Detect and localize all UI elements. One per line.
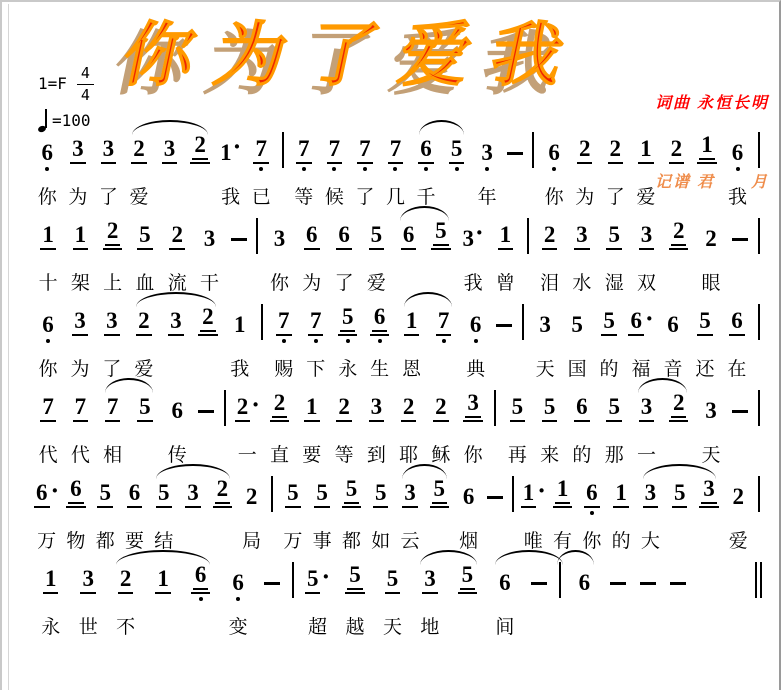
lyric: 代 [70, 445, 90, 466]
slur-arc [116, 550, 210, 565]
note-cell: 5 [425, 220, 457, 290]
lyric: 要 [302, 445, 322, 466]
note-cell: 2 [185, 134, 216, 204]
lyric: 流 [167, 273, 187, 294]
note-cell: 2 上 [103, 218, 123, 294]
lyric: 为 [70, 359, 90, 380]
note-cell: 1 · 唯 [522, 476, 546, 552]
lyric: 在 [727, 359, 747, 380]
note-cell: 5 [441, 134, 472, 204]
note-cell: 7 [428, 306, 460, 376]
credit-composer: 词曲 永恒长明 [654, 94, 769, 112]
lyric: 等 [334, 445, 354, 466]
note-cell: 2 等 [334, 394, 354, 466]
note-cell: 2 了 [605, 136, 625, 208]
lyric: 上 [103, 273, 123, 294]
note-cell: 2 爱 [728, 484, 748, 552]
lyric: 耶 [399, 445, 419, 466]
lyric: 为 [68, 187, 88, 208]
barline [266, 478, 278, 508]
note-cell: 3 · 我 [462, 218, 484, 294]
note-cell: 5 [425, 478, 454, 548]
note-cell: 3 为 [70, 308, 90, 380]
staff-line [32, 206, 765, 292]
note-cell: 3 天 [701, 398, 721, 466]
note-cell: 5 [449, 564, 486, 634]
lyric: 你 [37, 187, 57, 208]
lyric: 了 [98, 187, 118, 208]
note-cell: 6 间 [495, 570, 515, 638]
lyric: 国 [567, 359, 587, 380]
note-cell: 5 再 [507, 394, 527, 466]
lyric: 超 [308, 617, 328, 638]
lyric: 要 [124, 531, 144, 552]
lyric: 变 [228, 617, 248, 638]
note-cell: 2 不 [116, 566, 136, 638]
lyric: 天 [535, 359, 555, 380]
note-cell: 3 [154, 134, 185, 204]
barline [507, 478, 519, 508]
staff-line [32, 550, 765, 636]
time-signature-top: 4 [77, 64, 94, 85]
lyric: 架 [70, 273, 90, 294]
lyric: 了 [605, 187, 625, 208]
note-cell: 2 为 [575, 136, 595, 208]
note-cell: 2 稣 [431, 394, 451, 466]
note-cell: 7 代 [38, 394, 58, 466]
lyric: 到 [366, 445, 386, 466]
lyric: 爱 [134, 359, 154, 380]
note-cell: 7 相 [103, 394, 123, 466]
hold-dash [633, 564, 663, 634]
note-cell: 3 到 [366, 394, 386, 466]
lyric: 地 [420, 617, 440, 638]
barline [527, 134, 539, 164]
note-cell: 1 架 [70, 222, 90, 294]
note-cell: 6 在 [727, 308, 747, 380]
note-cell: 3 大 [640, 480, 660, 552]
song-title: 你为了爱我 [115, 18, 593, 95]
note-cell: 1 [692, 134, 723, 204]
lyric: 爱 [366, 273, 386, 294]
note-cell: 3 干 [199, 226, 219, 294]
hold-dash [727, 392, 753, 462]
lyric: 来 [540, 445, 560, 466]
lyric: 双 [636, 273, 656, 294]
slur-arc [156, 464, 230, 479]
lyric: 直 [270, 445, 290, 466]
barline [251, 220, 263, 250]
lyric: 的 [611, 531, 631, 552]
lyric: 你 [463, 445, 483, 466]
note-cell: 5 永 [338, 304, 358, 380]
score-lines [32, 120, 765, 636]
barline [753, 478, 765, 508]
lyric: 的 [572, 445, 592, 466]
lyric: 有 [553, 531, 573, 552]
lyric: 为 [575, 187, 595, 208]
barline [554, 564, 566, 594]
lyric: 干 [199, 273, 219, 294]
lyric: 爱 [129, 187, 149, 208]
note-cell: 2 [192, 306, 224, 376]
lyric: 年 [477, 187, 497, 208]
slur-arc [557, 550, 594, 565]
staff-line [32, 464, 765, 550]
note-cell: 5 的 [599, 308, 619, 380]
note-cell: 2 [663, 392, 695, 462]
lyric: 唯 [523, 531, 543, 552]
lyric: 音 [663, 359, 683, 380]
note-cell: 5 那 [604, 394, 624, 466]
hold-dash [502, 134, 526, 204]
lyric: 血 [135, 273, 155, 294]
lyric: 千 [416, 187, 436, 208]
slur-arc [495, 550, 563, 565]
note-cell: 1 的 [611, 480, 631, 552]
slur-arc [404, 292, 452, 307]
time-signature-bottom: 4 [80, 85, 90, 104]
hold-dash [603, 564, 633, 634]
note-cell: 3 [178, 478, 207, 548]
lyric: 几 [385, 187, 405, 208]
note-cell: 6 我 [728, 140, 748, 208]
lyric: 典 [466, 359, 486, 380]
lyric: 间 [495, 617, 515, 638]
hold-dash [483, 478, 506, 548]
lyric: 我 [230, 359, 250, 380]
note-cell: 1 爱 [636, 136, 656, 208]
note-cell: 2 · 一 [236, 390, 260, 466]
note-cell: 5 都 [341, 476, 361, 552]
note-cell: 6 的 [572, 394, 592, 466]
lyric: 十 [38, 273, 58, 294]
lyric: 天 [382, 617, 402, 638]
lyric: 的 [599, 359, 619, 380]
note-cell: 3 了 [102, 308, 122, 380]
note-cell: 3 你 [463, 390, 483, 466]
note-cell: 5 湿 [604, 222, 624, 294]
lyric: 都 [341, 531, 361, 552]
note-cell: 5 天 [382, 566, 402, 638]
note-cell: 7 候 [324, 136, 344, 208]
lyric: 不 [116, 617, 136, 638]
note-cell: 2 耶 [399, 394, 419, 466]
note-cell: 6 变 [228, 570, 248, 638]
note-cell: 2 局 [242, 484, 262, 552]
lyric: 相 [103, 445, 123, 466]
note-cell: 6 [182, 564, 219, 634]
lyric: 赐 [274, 359, 294, 380]
lyric: 传 [167, 445, 187, 466]
note-cell: 5 爱 [366, 222, 386, 294]
slur-arc [643, 464, 716, 479]
note-cell: 1 我 [230, 312, 250, 380]
note-cell: 2 [208, 478, 237, 548]
note-cell: 2 泪 [540, 222, 560, 294]
note-cell: 6 了 [334, 222, 354, 294]
lyric: 如 [371, 531, 391, 552]
barline [489, 392, 501, 422]
note-cell: 1 要 [302, 394, 322, 466]
note-cell: 3 云 [400, 480, 420, 552]
note-cell: 5 结 [154, 480, 174, 552]
note-cell: 3 [694, 478, 723, 548]
lyric: 你 [544, 187, 564, 208]
lyric: 万 [37, 531, 57, 552]
slur-arc [105, 378, 153, 393]
barline [753, 392, 765, 422]
note-cell: 7 已 [251, 136, 271, 208]
note-cell: 5 血 [135, 222, 155, 294]
note-cell: 3 地 [420, 566, 440, 638]
lyric: 湿 [604, 273, 624, 294]
note-cell: 5 · 超 [306, 562, 331, 638]
note-cell: 5 都 [95, 480, 115, 552]
note-cell: 1 有 [553, 476, 573, 552]
lyric: 永 [338, 359, 358, 380]
note-cell: 7 了 [355, 136, 375, 208]
slur-arc [400, 206, 449, 221]
lyric: 了 [102, 359, 122, 380]
note-cell: 6 传 [167, 398, 187, 466]
note-cell: 5 事 [312, 480, 332, 552]
time-signature [77, 64, 94, 105]
lyric: 越 [345, 617, 365, 638]
note-cell: 5 如 [371, 480, 391, 552]
note-cell: 6 · 福 [630, 304, 654, 380]
lyric: 局 [242, 531, 262, 552]
lyric: 一 [636, 445, 656, 466]
lyric: 了 [334, 273, 354, 294]
note-cell: 3 你 [270, 226, 290, 294]
credit-transcriber: 记谱 君 月 [654, 173, 769, 191]
lyric: 一 [237, 445, 257, 466]
note-cell: 3 一 [636, 394, 656, 466]
barline [287, 564, 299, 594]
note-cell: 2 直 [270, 390, 290, 466]
lyric: 下 [306, 359, 326, 380]
note-cell: 5 [665, 478, 694, 548]
note-cell: 3 了 [98, 136, 118, 208]
note-cell: 6 你 [38, 312, 58, 380]
lyric: 恩 [402, 359, 422, 380]
slur-arc [419, 120, 465, 135]
note-cell: 5 国 [567, 312, 587, 380]
lyric: 为 [302, 273, 322, 294]
final-barline [753, 564, 765, 594]
hold-dash [727, 220, 753, 290]
note-cell: 2 爱 [129, 136, 149, 208]
lyric: 候 [324, 187, 344, 208]
note-cell: 2 爱 [134, 308, 154, 380]
slur-arc [402, 464, 447, 479]
note-cell: 6 典 [466, 312, 486, 380]
barline [753, 306, 765, 336]
note-cell: 7 赐 [274, 308, 294, 380]
note-cell: 1 永 [41, 566, 61, 638]
note-cell: 6 为 [302, 222, 322, 294]
slur-arc [420, 550, 477, 565]
hold-dash [663, 564, 693, 634]
lyric: 水 [572, 273, 592, 294]
staff-line [32, 292, 765, 378]
hold-dash [492, 306, 518, 376]
note-cell: 7 代 [70, 394, 90, 466]
key-signature: 1=F [38, 74, 67, 94]
lyric: 泪 [540, 273, 560, 294]
lyric: 爱 [728, 531, 748, 552]
lyric: 事 [312, 531, 332, 552]
lyric: 代 [38, 445, 58, 466]
lyric: 福 [631, 359, 651, 380]
staff-line [32, 120, 765, 206]
lyric: 天 [701, 445, 721, 466]
note-cell: 1 十 [38, 222, 58, 294]
lyric: 我 [728, 187, 748, 208]
note-cell: 5 来 [540, 394, 560, 466]
note-cell: 3 双 [636, 222, 656, 294]
note-cell: 6 你 [544, 140, 564, 208]
lyric: 爱 [636, 187, 656, 208]
lyric: 了 [355, 187, 375, 208]
note-cell: 7 下 [306, 308, 326, 380]
hold-dash [524, 564, 554, 634]
lyric: 烟 [459, 531, 479, 552]
note-cell: 7 几 [385, 136, 405, 208]
barline [277, 134, 289, 164]
lyric: 你 [582, 531, 602, 552]
lyric: 你 [38, 359, 58, 380]
lyric: 我 [463, 273, 483, 294]
lyric: 都 [95, 531, 115, 552]
barline [753, 220, 765, 250]
note-cell: 1 恩 [402, 308, 422, 380]
lyric: 等 [294, 187, 314, 208]
lyric: 我 [221, 187, 241, 208]
note-cell: 6 生 [370, 304, 390, 380]
note-cell: 3 世 [78, 566, 98, 638]
hold-dash [226, 220, 252, 290]
barline [522, 220, 534, 250]
note-cell: 5 [129, 392, 161, 462]
note-cell: 5 还 [695, 308, 715, 380]
lyric: 已 [251, 187, 271, 208]
lyric: 还 [695, 359, 715, 380]
barline [753, 134, 765, 164]
note-cell: 1 · 我 [220, 132, 242, 208]
lyric: 世 [78, 617, 98, 638]
tempo-value: =100 [52, 110, 91, 130]
note-cell: 6 你 [582, 480, 602, 552]
note-cell: 3 天 [535, 312, 555, 380]
note-cell: 2 [661, 134, 692, 204]
barline [517, 306, 529, 336]
note-cell: 6 · 万 [36, 476, 60, 552]
barline [256, 306, 268, 336]
slur-arc [132, 120, 209, 135]
lyric: 结 [154, 531, 174, 552]
lyric: 你 [270, 273, 290, 294]
barline [219, 392, 231, 422]
lyric: 大 [640, 531, 660, 552]
note-cell: 6 千 [416, 136, 436, 208]
note-cell: 2 [663, 220, 695, 290]
note-cell: 1 [144, 564, 181, 634]
note-cell: 5 万 [283, 480, 303, 552]
note-cell: 1 曾 [495, 222, 515, 294]
note-cell: 6 [578, 570, 591, 595]
note-cell: 3 水 [572, 222, 592, 294]
lyric: 稣 [431, 445, 451, 466]
note-cell: 7 等 [294, 136, 314, 208]
note-cell: 6 要 [124, 480, 144, 552]
note-cell: 3 [160, 306, 192, 376]
note-cell: 6 烟 [459, 484, 479, 552]
note-cell: 6 [392, 220, 424, 290]
lyric: 永 [41, 617, 61, 638]
lyric: 生 [370, 359, 390, 380]
note-cell: 3 年 [477, 140, 497, 208]
note-cell: 3 为 [68, 136, 88, 208]
note-cell: 6 你 [37, 140, 57, 208]
note-cell: 6 物 [66, 476, 86, 552]
slur-arc [136, 292, 216, 307]
lyric: 曾 [495, 273, 515, 294]
lyric: 那 [604, 445, 624, 466]
staff-line [32, 378, 765, 464]
lyric: 云 [400, 531, 420, 552]
note-cell: 5 越 [345, 562, 365, 638]
hold-dash [257, 564, 287, 634]
note-cell: 2 眼 [701, 226, 721, 294]
hold-dash [193, 392, 219, 462]
slur-arc [638, 378, 687, 393]
lyric: 眼 [701, 273, 721, 294]
note-cell: 6 音 [663, 312, 683, 380]
note-cell: 2 流 [167, 222, 187, 294]
lyric: 万 [283, 531, 303, 552]
lyric: 物 [66, 531, 86, 552]
lyric: 再 [507, 445, 527, 466]
